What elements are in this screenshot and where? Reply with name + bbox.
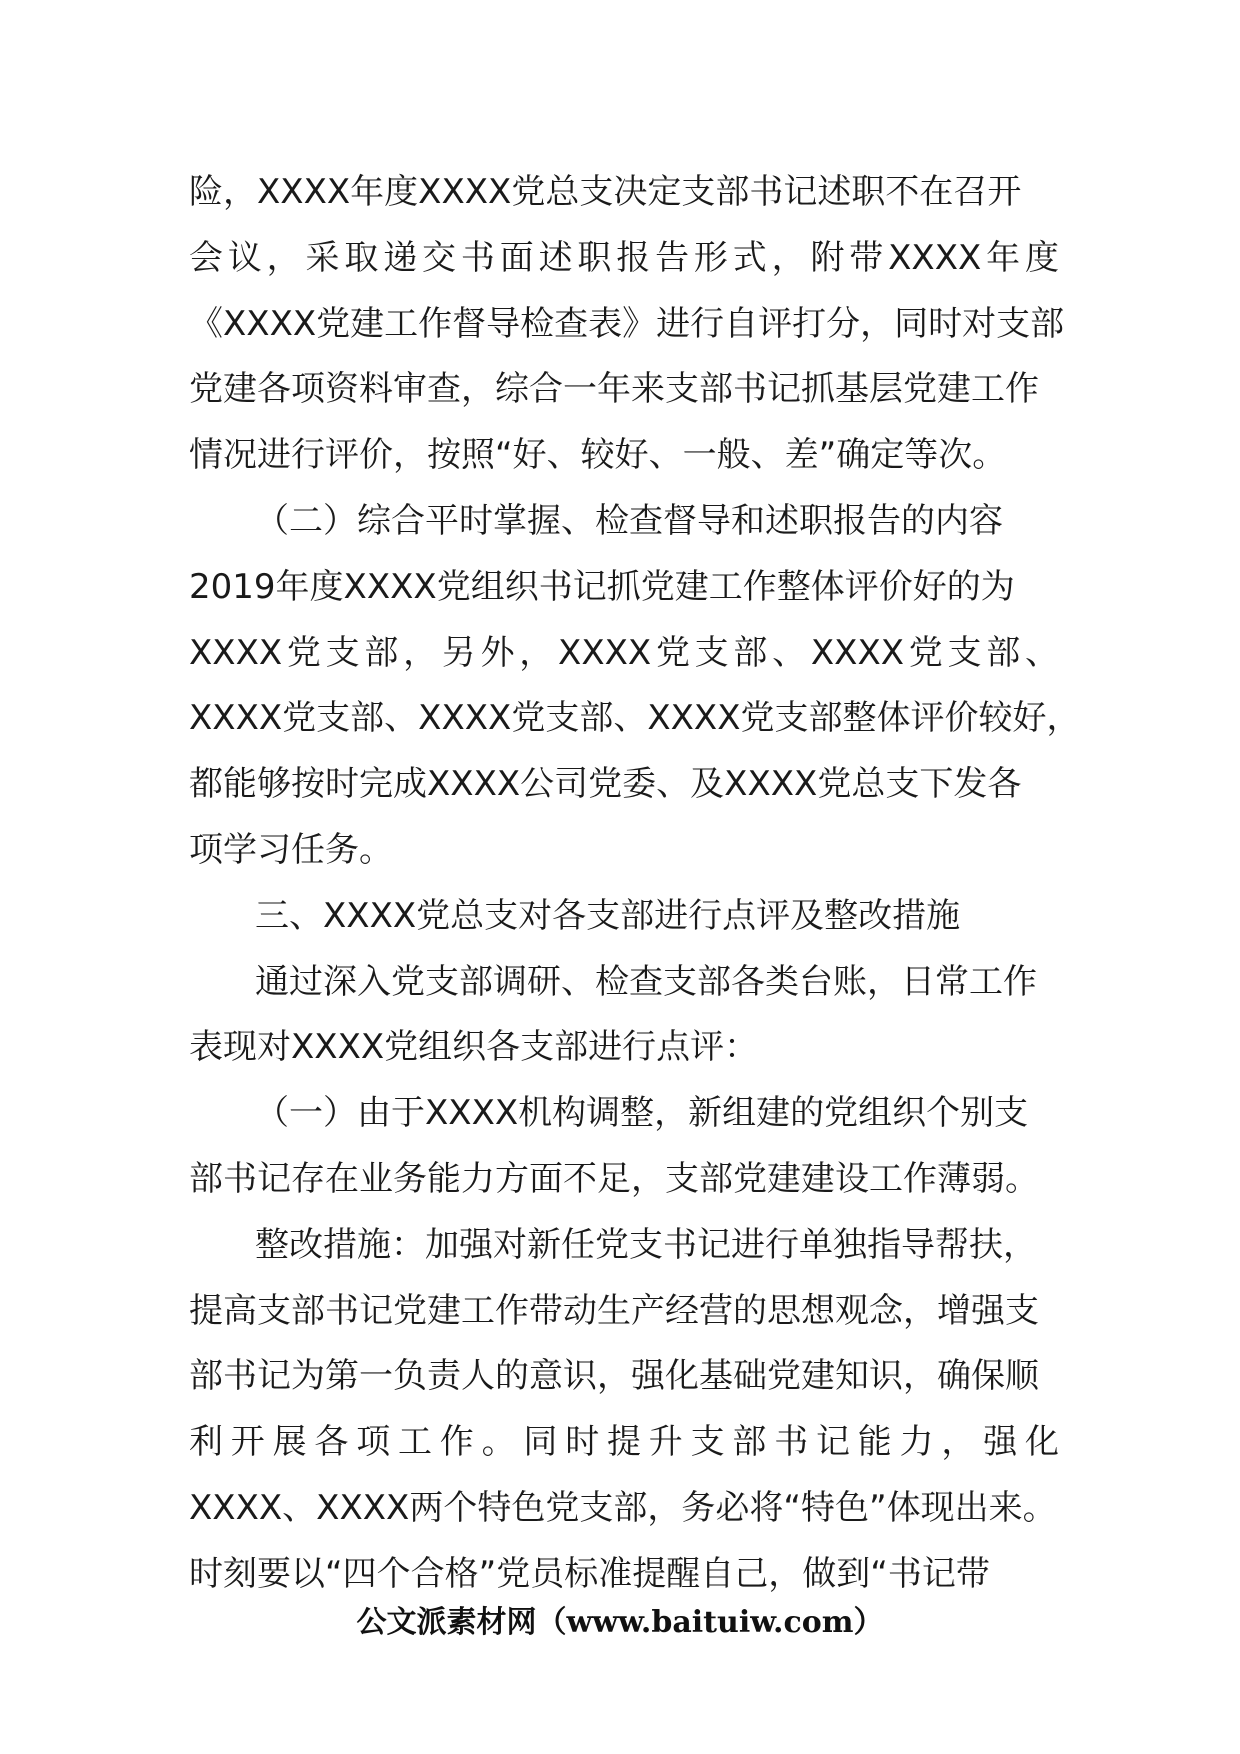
paragraph-line: XXXX党支部，另外，XXXX党支部、XXXX党支部、	[189, 632, 1059, 673]
paragraph-line: 部书记存在业务能力方面不足，支部党建建设工作薄弱。	[189, 1158, 1039, 1199]
paragraph-line: （一）由于XXXX机构调整，新组建的党组织个别支	[255, 1093, 1029, 1134]
paragraph-line: 部书记为第一负责人的意识，强化基础党建知识，确保顺	[189, 1356, 1039, 1397]
paragraph-line: 党建各项资料审查，综合一年来支部书记抓基层党建工作	[189, 369, 1039, 410]
paragraph-line: （二）综合平时掌握、检查督导和述职报告的内容	[255, 500, 1003, 541]
paragraph-line: 时刻要以“四个合格”党员标准提醒自己，做到“书记带	[189, 1553, 990, 1594]
paragraph-line: 都能够按时完成XXXX公司党委、及XXXX党总支下发各	[189, 764, 1022, 805]
section-heading: 三、XXXX党总支对各支部进行点评及整改措施	[255, 895, 961, 936]
paragraph-line: 2019年度XXXX党组织书记抓党建工作整体评价好的为	[189, 566, 1015, 607]
paragraph-line: 会议，采取递交书面述职报告形式，附带XXXX年度	[189, 237, 1059, 278]
paragraph-line: 提高支部书记党建工作带动生产经营的思想观念，增强支	[189, 1290, 1039, 1331]
paragraph-line: 《XXXX党建工作督导检查表》进行自评打分，同时对支部	[189, 303, 1065, 344]
paragraph-line: 利开展各项工作。同时提升支部书记能力，强化	[189, 1422, 1059, 1463]
paragraph-line: XXXX党支部、XXXX党支部、XXXX党支部整体评价较好，	[189, 698, 1081, 739]
paragraph-line: 通过深入党支部调研、检查支部各类台账，日常工作	[255, 961, 1037, 1002]
page-footer: 公文派素材网（www.baituiw.com）	[356, 1605, 884, 1640]
paragraph-line: 情况进行评价，按照“好、较好、一般、差”确定等次。	[189, 435, 1007, 476]
paragraph-line: 表现对XXXX党组织各支部进行点评：	[189, 1027, 759, 1068]
paragraph-line: XXXX、XXXX两个特色党支部，务必将“特色”体现出来。	[189, 1487, 1057, 1528]
paragraph-line: 项学习任务。	[189, 829, 393, 870]
paragraph-line: 整改措施：加强对新任党支书记进行单独指导帮扶，	[255, 1224, 1037, 1265]
paragraph-line: 险，XXXX年度XXXX党总支决定支部书记述职不在召开	[189, 172, 1022, 212]
document-body	[189, 160, 1081, 1608]
